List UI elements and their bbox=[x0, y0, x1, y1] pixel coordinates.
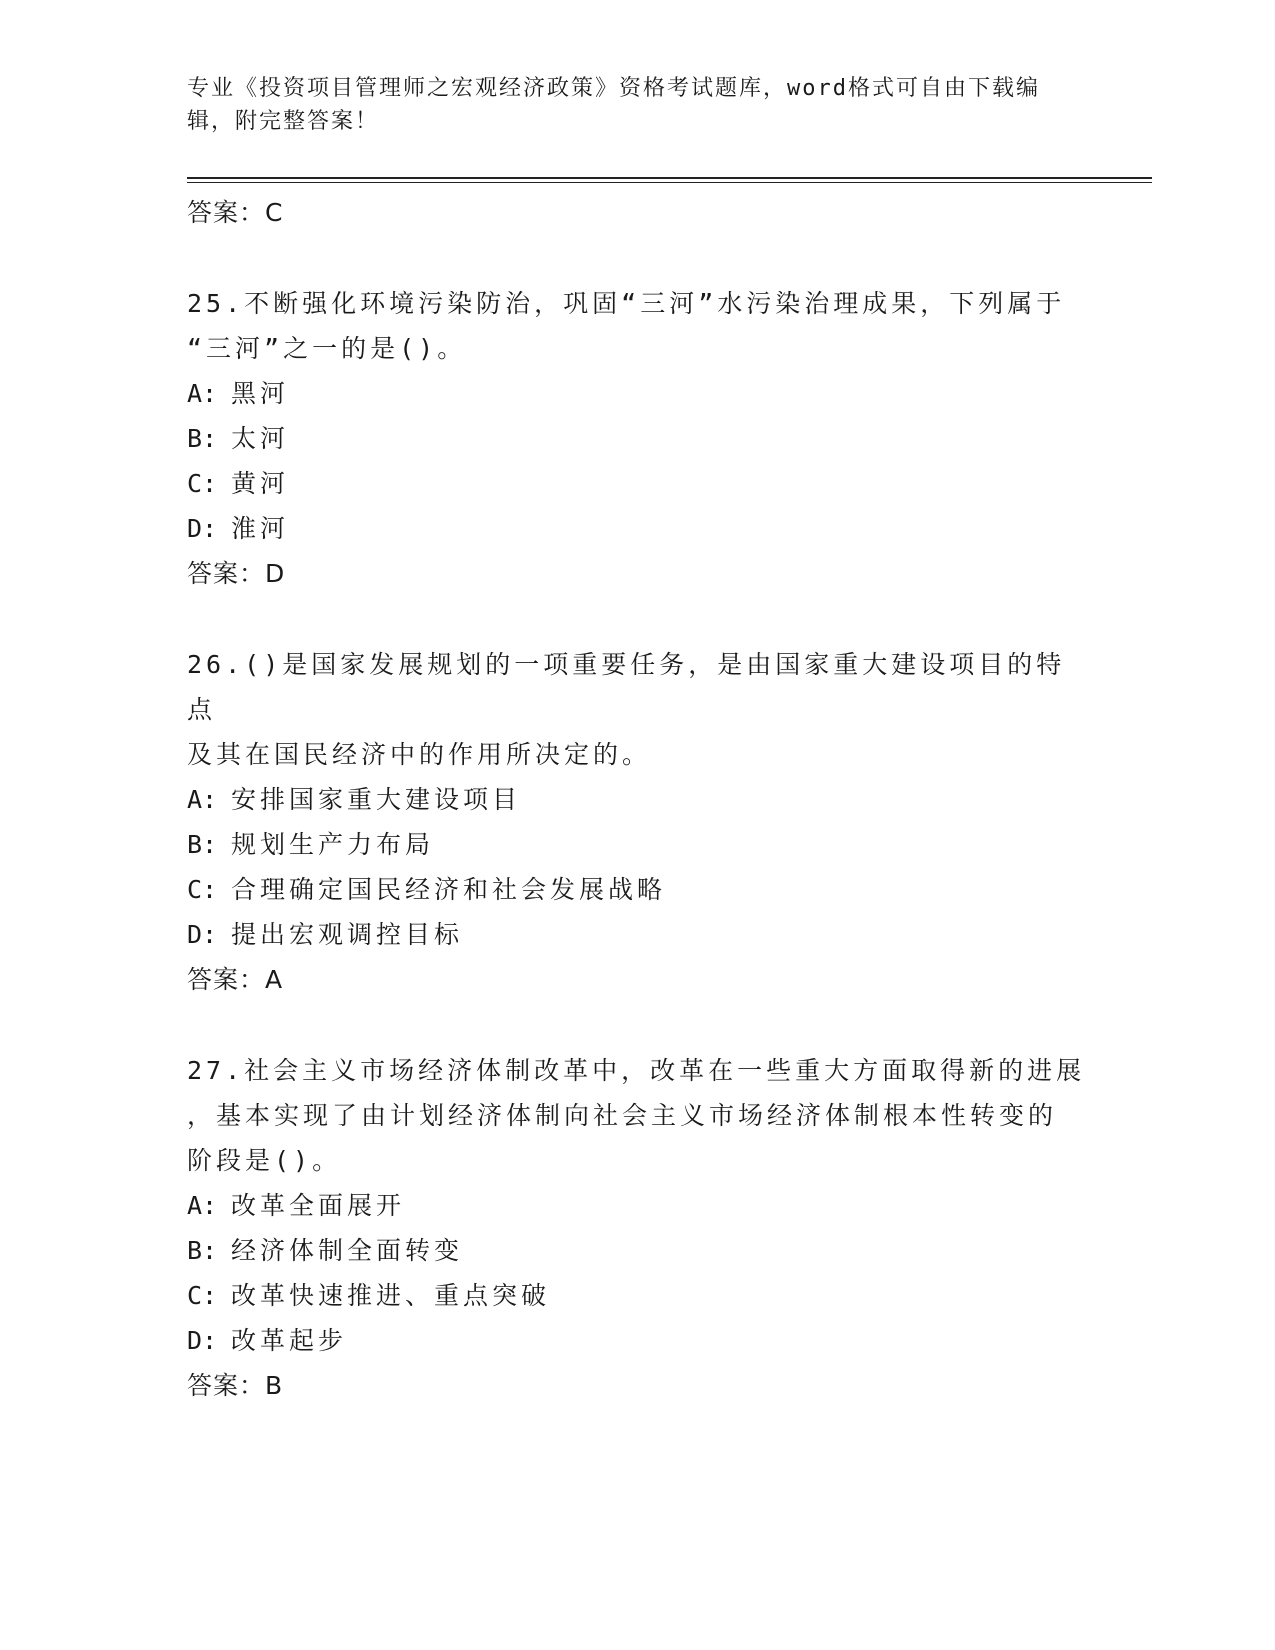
option-key: A: bbox=[187, 379, 218, 408]
option-d bbox=[187, 912, 1087, 957]
option-text: 黑河 bbox=[231, 379, 290, 408]
option-b bbox=[187, 822, 1087, 867]
option-key: A: bbox=[187, 1191, 218, 1220]
option-key: C: bbox=[187, 1281, 218, 1310]
option-text: 改革全面展开 bbox=[231, 1191, 406, 1220]
question-line: 26.()是国家发展规划的一项重要任务，是由国家重大建设项目的特点 bbox=[187, 650, 1066, 724]
option-c bbox=[187, 867, 1087, 912]
answer-label: 答案： bbox=[187, 198, 266, 227]
answer-line bbox=[187, 1363, 1087, 1409]
answer-label: 答案： bbox=[187, 965, 266, 994]
option-text: 淮河 bbox=[231, 514, 290, 543]
question-block bbox=[187, 281, 1087, 597]
answer-line bbox=[187, 551, 1087, 597]
option-text: 黄河 bbox=[231, 469, 290, 498]
option-key: D: bbox=[187, 920, 218, 949]
answer-value: C bbox=[265, 198, 284, 227]
header-rule-thick bbox=[187, 177, 1152, 179]
option-key: C: bbox=[187, 875, 218, 904]
answer-label: 答案： bbox=[187, 1371, 266, 1400]
answer-line bbox=[187, 957, 1087, 1003]
header-line-1: 专业《投资项目管理师之宏观经济政策》资格考试题库，word格式可自由下载编 bbox=[187, 76, 1040, 101]
option-text: 安排国家重大建设项目 bbox=[231, 785, 522, 814]
option-d bbox=[187, 506, 1087, 551]
question-line: 27.社会主义市场经济体制改革中，改革在一些重大方面取得新的进展 bbox=[187, 1056, 1086, 1085]
option-key: B: bbox=[187, 424, 218, 453]
option-key: B: bbox=[187, 1236, 218, 1265]
option-a bbox=[187, 1183, 1087, 1228]
option-text: 改革快速推进、重点突破 bbox=[231, 1281, 551, 1310]
option-c bbox=[187, 1273, 1087, 1318]
option-text: 提出宏观调控目标 bbox=[231, 920, 464, 949]
header-rule-thin bbox=[187, 182, 1152, 183]
option-a bbox=[187, 371, 1087, 416]
answer-value: B bbox=[265, 1371, 284, 1400]
question-block bbox=[187, 1048, 1087, 1409]
option-key: C: bbox=[187, 469, 218, 498]
option-key: B: bbox=[187, 830, 218, 859]
option-a bbox=[187, 777, 1087, 822]
option-text: 太河 bbox=[231, 424, 290, 453]
answer-label: 答案： bbox=[187, 559, 266, 588]
question-line: ，基本实现了由计划经济体制向社会主义市场经济体制根本性转变的 bbox=[187, 1101, 1058, 1130]
option-key: A: bbox=[187, 785, 218, 814]
option-b bbox=[187, 416, 1087, 461]
option-text: 规划生产力布局 bbox=[231, 830, 435, 859]
question-line: 阶段是()。 bbox=[187, 1146, 342, 1175]
option-c bbox=[187, 461, 1087, 506]
page-header bbox=[187, 72, 1087, 138]
question-block bbox=[187, 642, 1087, 1003]
option-text: 合理确定国民经济和社会发展战略 bbox=[231, 875, 667, 904]
option-d bbox=[187, 1318, 1087, 1363]
question-list bbox=[187, 190, 1087, 1409]
option-text: 经济体制全面转变 bbox=[231, 1236, 464, 1265]
option-b bbox=[187, 1228, 1087, 1273]
header-line-2: 辑，附完整答案！ bbox=[187, 109, 380, 134]
option-text: 改革起步 bbox=[231, 1326, 348, 1355]
previous-answer bbox=[187, 190, 1087, 236]
option-key: D: bbox=[187, 514, 218, 543]
option-key: D: bbox=[187, 1326, 218, 1355]
question-line: 25.不断强化环境污染防治，巩固“三河”水污染治理成果，下列属于 bbox=[187, 289, 1066, 318]
answer-value: D bbox=[265, 559, 286, 588]
question-line: 及其在国民经济中的作用所决定的。 bbox=[187, 740, 652, 769]
question-line: “三河”之一的是()。 bbox=[187, 334, 467, 363]
answer-value: A bbox=[265, 965, 284, 994]
